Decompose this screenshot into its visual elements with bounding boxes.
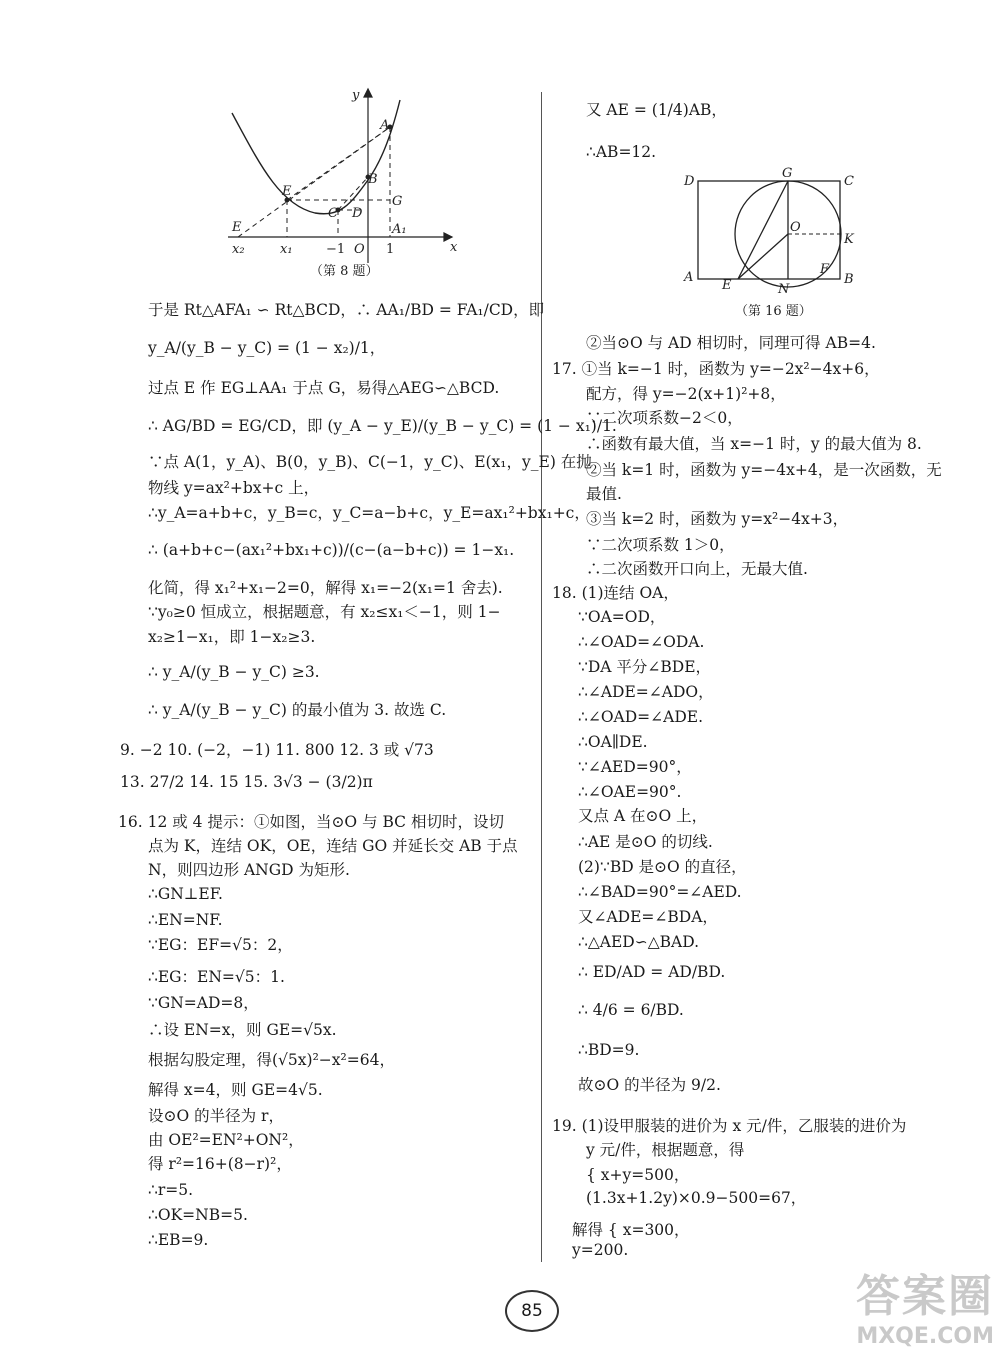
left-text-line: 设⊙O 的半径为 r，	[148, 1107, 284, 1125]
figure-8-graph	[220, 85, 470, 275]
left-text-line: N，则四边形 ANGD 为矩形.	[148, 861, 350, 879]
label-B: B	[844, 272, 854, 287]
left-text-line: ∴ y_A/(y_B − y_C) 的最小值为 3. 故选 C.	[148, 701, 447, 719]
label-G: G	[392, 194, 403, 209]
left-text-line: 化简，得 x₁²+x₁−2=0，解得 x₁=−2(x₁=1 舍去).	[148, 579, 503, 597]
figure-8-caption: （第 8 题）	[310, 264, 379, 279]
right-text-line: ∴∠BAD=90°=∠AED.	[578, 883, 742, 901]
right-text-line: ②当⊙O 与 AD 相切时，同理可得 AB=4.	[586, 334, 876, 352]
left-text-line: 16. 12 或 4 提示：①如图，当⊙O 与 BC 相切时，设切	[118, 813, 504, 831]
left-text-line: 根据勾股定理，得(√5x)²−x²=64，	[148, 1051, 395, 1069]
left-text-line: 过点 E 作 EG⊥AA₁ 于点 G，易得△AEG∽△BCD.	[148, 379, 500, 397]
label-D: D	[352, 206, 363, 221]
label-A: A	[684, 270, 694, 285]
left-text-line: 物线 y=ax²+bx+c 上，	[148, 479, 320, 497]
right-text-line: 配方，得 y=−2(x+1)²+8，	[586, 385, 786, 403]
right-text-line: ∴∠OAD=∠ADE.	[578, 708, 704, 726]
left-text-line: y_A/(y_B − y_C) = (1 − x₂)/1，	[148, 339, 386, 357]
figure-16-caption: （第 16 题）	[735, 304, 812, 319]
label-E1: E	[282, 184, 292, 199]
right-text-line: ∴AB=12.	[586, 143, 657, 161]
label-K: K	[844, 232, 854, 247]
right-text-line: ∴∠OAD=∠ODA.	[578, 633, 705, 651]
right-text-line: 18. (1)连结 OA，	[552, 584, 679, 602]
right-text-line: ∵二次项系数−2＜0，	[586, 409, 743, 427]
left-text-line: ∴设 EN=x，则 GE=√5x.	[148, 1021, 337, 1039]
left-text-line: ∴r=5.	[148, 1181, 194, 1199]
right-text-line: ∴∠OAE=90°.	[578, 783, 682, 801]
right-text-line: ∴BD=9.	[578, 1041, 640, 1059]
watermark-bottom: MXQE.COM	[856, 1324, 994, 1349]
right-text-line: y 元/件，根据题意，得	[586, 1141, 745, 1159]
label-N: N	[778, 282, 790, 295]
right-text-line: ∵∠AED=90°，	[578, 758, 692, 776]
right-text-line: (2)∵BD 是⊙O 的直径，	[578, 858, 747, 876]
right-text-line: 最值.	[586, 485, 622, 503]
left-text-line: 点为 K，连结 OK，OE，连结 GO 并延长交 AB 于点	[148, 837, 518, 855]
left-text-line: ∴EN=NF.	[148, 911, 223, 929]
left-text-line: 13. 27/2 14. 15 15. 3√3 − (3/2)π	[120, 773, 373, 791]
left-text-line: ∴ y_A/(y_B − y_C) ≥3.	[148, 663, 320, 681]
left-text-line: ∴y_A=a+b+c，y_B=c，y_C=a−b+c，y_E=ax₁²+bx₁+c，	[148, 504, 590, 522]
right-text-line: (1.3x+1.2y)×0.9−500=67，	[586, 1189, 807, 1207]
right-text-line: ∴△AED∽△BAD.	[578, 933, 700, 951]
left-text-line: 由 OE²=EN²+ON²，	[148, 1131, 304, 1149]
left-text-line: ∴EB=9.	[148, 1231, 209, 1249]
label-C: C	[844, 174, 854, 189]
left-text-line: 解得 x=4，则 GE=4√5.	[148, 1081, 323, 1099]
right-text-line: 解得 { x=300，	[572, 1221, 690, 1239]
left-text-line: ∵点 A(1，y_A)、B(0，y_B)、C(−1，y_C)、E(x₁，y_E) 在抛	[148, 453, 592, 471]
left-text-line: ∴EG：EN=√5：1.	[148, 968, 285, 986]
right-text-line: 17. ①当 k=−1 时，函数为 y=−2x²−4x+6，	[552, 360, 880, 378]
right-text-line: 故⊙O 的半径为 9/2.	[578, 1076, 721, 1094]
right-text-line: ∴AE 是⊙O 的切线.	[578, 833, 713, 851]
right-text-line: ③当 k=2 时，函数为 y=x²−4x+3，	[586, 510, 849, 528]
right-text-line: 又 AE = (1/4)AB，	[586, 101, 727, 119]
label-F: F	[820, 262, 830, 277]
left-text-line: ∴ AG/BD = EG/CD，即 (y_A − y_E)/(y_B − y_C) = (1 − x₁)/1.	[148, 417, 617, 435]
right-text-line: 19. (1)设甲服装的进价为 x 元/件，乙服装的进价为	[552, 1117, 907, 1135]
left-text-line: ∴ (a+b+c−(ax₁²+bx₁+c))/(c−(a−b+c)) = 1−x₁.	[148, 541, 515, 559]
column-divider	[541, 92, 542, 1262]
label-O: O	[354, 242, 365, 257]
label-E2: E	[232, 220, 242, 235]
right-text-line: ②当 k=1 时，函数为 y=−4x+4，是一次函数，无	[586, 461, 942, 479]
right-text-line: ∵OA=OD，	[578, 608, 666, 626]
watermark-top: 答案圈	[856, 1271, 994, 1322]
right-text-line: 又点 A 在⊙O 上，	[578, 807, 708, 825]
watermark	[856, 1260, 994, 1349]
label-m1: −1	[326, 242, 346, 257]
right-text-line: ∴∠ADE=∠ADO，	[578, 683, 714, 701]
left-text-line: ∴OK=NB=5.	[148, 1206, 248, 1224]
label-A: A	[380, 118, 390, 133]
label-one: 1	[386, 242, 395, 257]
page-number: 85	[505, 1290, 559, 1332]
label-G: G	[782, 166, 793, 181]
right-text-line: y=200.	[572, 1241, 629, 1259]
label-y: y	[352, 88, 360, 103]
right-text-line: ∴ ED/AD = AD/BD.	[578, 963, 726, 981]
right-text-line: ∴ 4/6 = 6/BD.	[578, 1001, 684, 1019]
label-x: x	[450, 240, 458, 255]
label-E: E	[722, 278, 732, 293]
label-x2: x₂	[232, 242, 245, 257]
label-O: O	[790, 220, 801, 235]
right-text-line: 又∠ADE=∠BDA，	[578, 908, 718, 926]
right-text-line: ∵DA 平分∠BDE，	[578, 658, 712, 676]
right-text-line: ∴二次函数开口向上，无最大值.	[586, 560, 808, 578]
right-text-line: ∵二次项系数 1＞0，	[586, 536, 735, 554]
left-text-line: 得 r²=16+(8−r)²，	[148, 1155, 292, 1173]
label-B: B	[368, 172, 378, 187]
left-text-line: ∵y₀≥0 恒成立，根据题意，有 x₂≤x₁＜−1，则 1−	[148, 603, 501, 621]
label-C: C	[328, 206, 338, 221]
left-text-line: ∵GN=AD=8，	[148, 994, 259, 1012]
left-text-line: ∴GN⊥EF.	[148, 885, 223, 903]
left-text-line: 于是 Rt△AFA₁ ∽ Rt△BCD，∴ AA₁/BD = FA₁/CD，即	[148, 301, 545, 319]
left-text-line: x₂≥1−x₁，即 1−x₂≥3.	[148, 628, 316, 646]
left-text-line: 9. −2 10. (−2，−1) 11. 800 12. 3 或 √73	[120, 741, 434, 759]
right-text-line: { x+y=500，	[586, 1166, 690, 1184]
right-text-line: ∴函数有最大值，当 x=−1 时，y 的最大值为 8.	[586, 435, 922, 453]
left-text-line: ∵EG：EF=√5：2，	[148, 936, 293, 954]
right-text-line: ∴OA∥DE.	[578, 733, 648, 751]
figure-16-diagram	[678, 165, 868, 295]
label-A1: A₁	[392, 222, 407, 237]
label-D: D	[684, 174, 695, 189]
label-x1: x₁	[280, 242, 293, 257]
